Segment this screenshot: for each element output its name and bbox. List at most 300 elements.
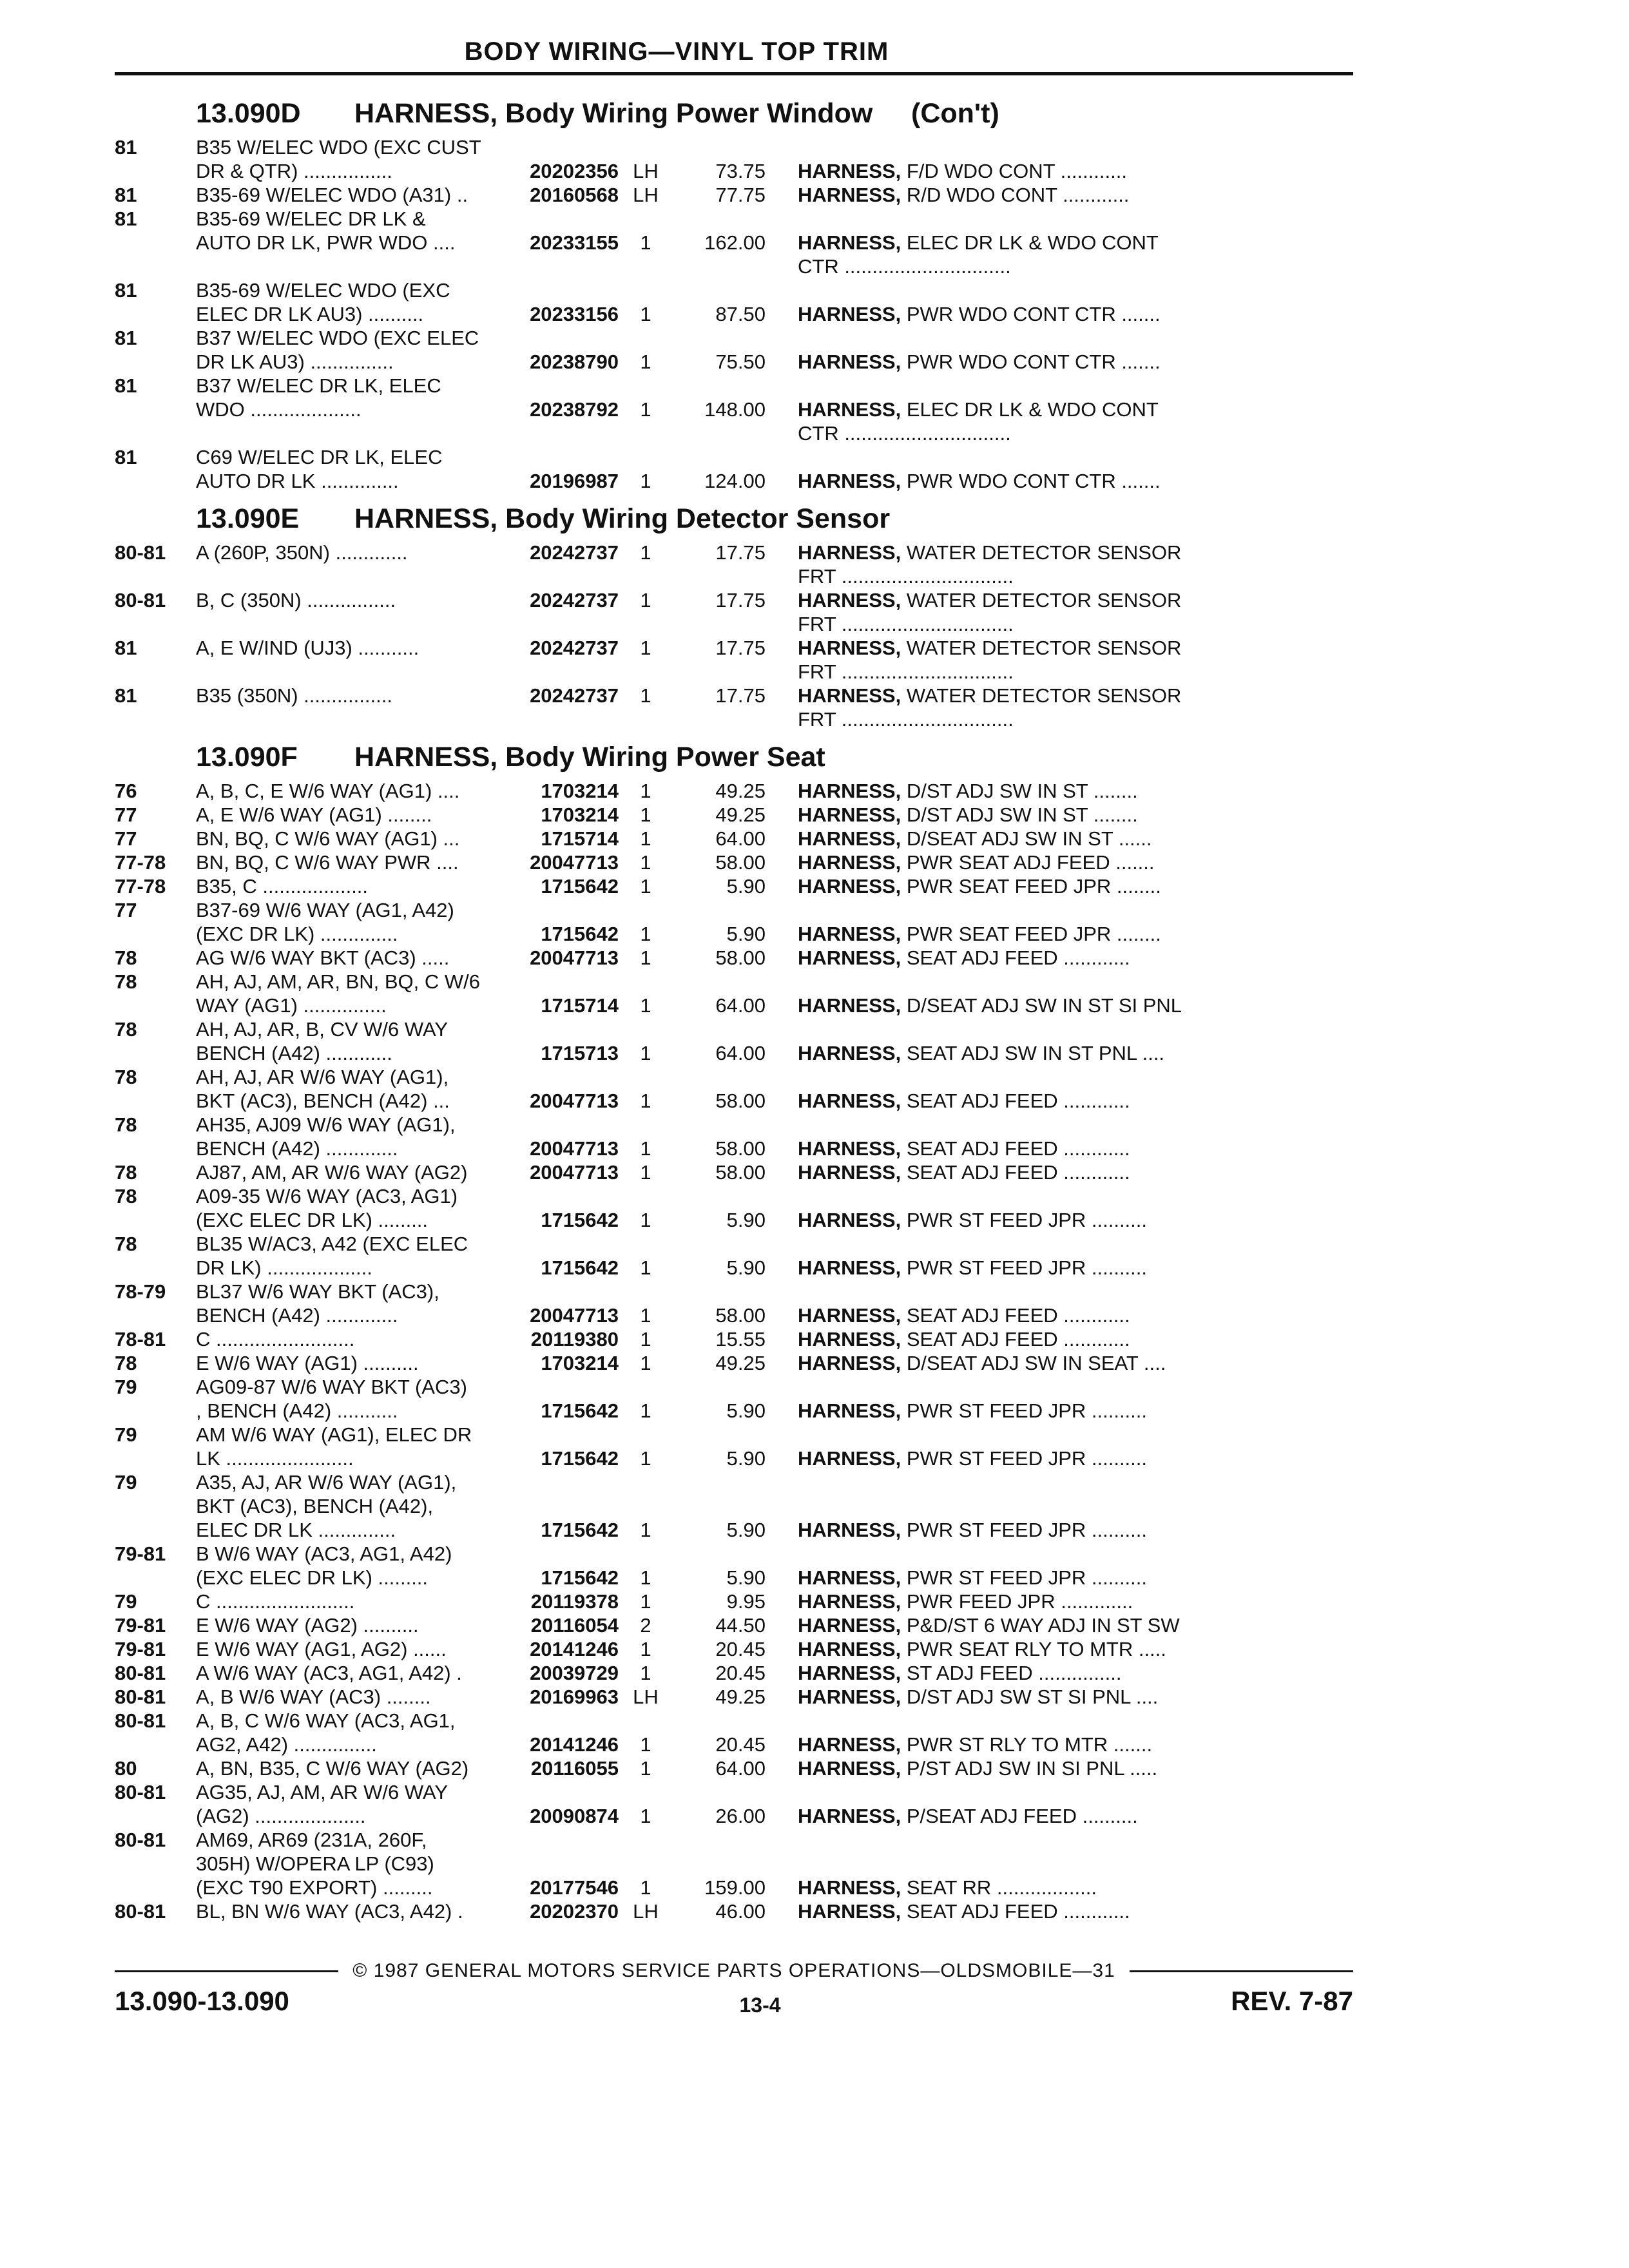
price: 75.50 (715, 351, 766, 373)
parts-row (115, 1327, 1358, 1351)
part-number: 20177546 (530, 1876, 619, 1899)
part-name (766, 1756, 1358, 1780)
part-name (766, 1256, 1358, 1280)
part-number: 1715642 (541, 1256, 619, 1279)
model-years: 78 (115, 1161, 137, 1184)
model-years: 78 (115, 1185, 137, 1207)
parts-row (115, 1613, 1358, 1637)
part-number: 20160568 (530, 184, 619, 206)
parts-row (115, 326, 1358, 374)
model-years: 81 (115, 279, 137, 302)
part-name (766, 183, 1358, 207)
section-title: HARNESS, Body Wiring Power Seat (354, 741, 825, 773)
part-name-detail: D/ST ADJ SW ST SI PNL .... (901, 1686, 1159, 1708)
part-name (766, 1876, 1358, 1899)
price: 20.45 (715, 1662, 766, 1684)
usage-description: AG35, AJ, AM, AR W/6 WAY (AG2) .................... (196, 1781, 448, 1827)
model-years: 80-81 (115, 589, 166, 611)
part-name-prefix: HARNESS, (798, 1161, 901, 1184)
part-name-prefix: HARNESS, (798, 1590, 901, 1613)
part-name (766, 994, 1358, 1017)
part-number: 20119378 (530, 1590, 619, 1613)
usage-description: AG W/6 WAY BKT (AC3) ..... (196, 947, 450, 969)
quantity: 1 (640, 1304, 651, 1327)
price: 5.90 (726, 1399, 766, 1422)
model-years: 79-81 (115, 1542, 166, 1565)
part-number: 20047713 (530, 1090, 619, 1112)
price: 5.90 (726, 1256, 766, 1279)
model-years: 80-81 (115, 1709, 166, 1732)
parts-row (115, 374, 1358, 445)
parts-row (115, 1590, 1358, 1613)
part-name-detail: PWR ST FEED JPR .......... (901, 1447, 1148, 1470)
quantity: 1 (640, 851, 651, 874)
price: 58.00 (715, 851, 766, 874)
part-name-prefix: HARNESS, (798, 851, 901, 874)
usage-description: A35, AJ, AR W/6 WAY (AG1), BKT (AC3), BENCH (A42), ELEC DR LK .............. (196, 1471, 457, 1541)
part-number: 20196987 (530, 470, 619, 492)
price: 49.25 (715, 1352, 766, 1374)
part-name-detail: R/D WDO CONT ............ (901, 184, 1130, 206)
parts-row (115, 1637, 1358, 1661)
part-number: 20141246 (530, 1638, 619, 1660)
model-years: 78 (115, 947, 137, 969)
section-number: 13.090D (196, 97, 301, 129)
parts-row (115, 1899, 1358, 1923)
part-name-prefix: HARNESS, (798, 947, 901, 969)
part-number: 1715642 (541, 1399, 619, 1422)
model-years: 81 (115, 637, 137, 659)
parts-row (115, 183, 1358, 207)
part-number: 1715642 (541, 923, 619, 945)
usage-description: A, BN, B35, C W/6 WAY (AG2) (196, 1757, 469, 1780)
part-name-detail: SEAT ADJ FEED ............ (901, 1328, 1130, 1350)
price: 17.75 (715, 637, 766, 659)
part-number: 20047713 (530, 851, 619, 874)
usage-description: AJ87, AM, AR W/6 WAY (AG2) (196, 1161, 468, 1184)
usage-description: BN, BQ, C W/6 WAY PWR .... (196, 851, 459, 874)
usage-description: B37 W/ELEC DR LK, ELEC WDO .................... (196, 374, 441, 421)
quantity: 1 (640, 1805, 651, 1827)
part-name (766, 827, 1358, 850)
section-title: HARNESS, Body Wiring Detector Sensor (354, 503, 891, 534)
part-name (766, 1661, 1358, 1685)
part-name (766, 1303, 1358, 1327)
model-years: 81 (115, 327, 137, 349)
part-name-prefix: HARNESS, (798, 1614, 901, 1637)
part-name-prefix: HARNESS, (798, 1733, 901, 1756)
part-name-prefix: HARNESS, (798, 1638, 901, 1660)
usage-description: C ......................... (196, 1590, 355, 1613)
model-years: 76 (115, 780, 137, 802)
part-name-prefix: HARNESS, (798, 1566, 901, 1589)
usage-description: BL37 W/6 WAY BKT (AC3), BENCH (A42) ............. (196, 1280, 439, 1327)
model-years: 78 (115, 1066, 137, 1088)
part-name (766, 398, 1358, 445)
quantity: LH (633, 1686, 659, 1708)
part-name-detail: PWR WDO CONT CTR ....... (901, 470, 1161, 492)
parts-row (115, 946, 1358, 970)
part-number: 1715642 (541, 1209, 619, 1231)
model-years: 78-79 (115, 1280, 166, 1303)
usage-description: A, B W/6 WAY (AC3) ........ (196, 1686, 431, 1708)
part-name-prefix: HARNESS, (798, 231, 901, 254)
part-name-prefix: HARNESS, (798, 827, 901, 850)
quantity: 1 (640, 923, 651, 945)
part-name-prefix: HARNESS, (798, 1519, 901, 1541)
footer-rule-right (1130, 1970, 1353, 1972)
part-name (766, 1637, 1358, 1661)
quantity: 1 (640, 1256, 651, 1279)
price: 73.75 (715, 160, 766, 182)
part-number: 1715642 (541, 1519, 619, 1541)
part-number: 1715642 (541, 875, 619, 898)
part-name-detail: SEAT ADJ SW IN ST PNL .... (901, 1042, 1165, 1064)
parts-row (115, 1280, 1358, 1327)
usage-description: AH35, AJ09 W/6 WAY (AG1), BENCH (A42) ............. (196, 1113, 456, 1160)
part-name-detail: PWR ST RLY TO MTR ....... (901, 1733, 1153, 1756)
usage-description: A W/6 WAY (AC3, AG1, A42) . (196, 1662, 462, 1684)
model-years: 80 (115, 1757, 137, 1780)
model-years: 77 (115, 827, 137, 850)
parts-row (115, 1780, 1358, 1828)
part-name-detail: PWR ST FEED JPR .......... (901, 1566, 1148, 1589)
part-name-detail: D/SEAT ADJ SW IN ST SI PNL (901, 994, 1182, 1017)
part-name (766, 946, 1358, 970)
part-name (766, 1613, 1358, 1637)
price: 17.75 (715, 589, 766, 611)
section-title: HARNESS, Body Wiring Power Window (Con't) (354, 97, 999, 129)
part-name-detail: SEAT ADJ FEED ............ (901, 1161, 1130, 1184)
part-name-detail: SEAT ADJ FEED ............ (901, 947, 1130, 969)
usage-description: A, B, C W/6 WAY (AC3, AG1, AG2, A42) ............... (196, 1709, 456, 1756)
part-name-prefix: HARNESS, (798, 351, 901, 373)
part-name-detail: D/SEAT ADJ SW IN SEAT .... (901, 1352, 1166, 1374)
price: 5.90 (726, 1519, 766, 1541)
part-name-detail: D/ST ADJ SW IN ST ........ (901, 780, 1138, 802)
section-range: 13.090-13.090 (115, 1986, 289, 2016)
quantity: 1 (640, 1042, 651, 1064)
usage-description: B35-69 W/ELEC WDO (A31) .. (196, 184, 468, 206)
quantity: 1 (640, 398, 651, 421)
price: 17.75 (715, 684, 766, 707)
parts-row (115, 541, 1358, 588)
part-number: 1703214 (541, 803, 619, 826)
price: 64.00 (715, 994, 766, 1017)
price: 148.00 (704, 398, 766, 421)
part-name-detail: PWR SEAT RLY TO MTR ..... (901, 1638, 1166, 1660)
part-number: 1703214 (541, 780, 619, 802)
part-name (766, 1089, 1358, 1113)
price: 5.90 (726, 1447, 766, 1470)
price: 77.75 (715, 184, 766, 206)
part-number: 20047713 (530, 1137, 619, 1160)
quantity: 1 (640, 231, 651, 254)
model-years: 77-78 (115, 851, 166, 874)
section-heading (115, 735, 1358, 779)
usage-description: A, B, C, E W/6 WAY (AG1) .... (196, 780, 460, 802)
quantity: 1 (640, 1662, 651, 1684)
part-name (766, 1446, 1358, 1470)
model-years: 77-78 (115, 875, 166, 898)
part-number: 20202370 (530, 1900, 619, 1923)
part-name (766, 1804, 1358, 1828)
part-name-detail: P/ST ADJ SW IN SI PNL ..... (901, 1757, 1158, 1780)
quantity: 1 (640, 1209, 651, 1231)
model-years: 81 (115, 374, 137, 397)
part-number: 20242737 (530, 684, 619, 707)
quantity: 1 (640, 1399, 651, 1422)
part-name (766, 1208, 1358, 1232)
usage-description: C69 W/ELEC DR LK, ELEC AUTO DR LK .............. (196, 446, 443, 492)
parts-row (115, 1375, 1358, 1423)
part-number: 1715714 (541, 994, 619, 1017)
part-name-prefix: HARNESS, (798, 184, 901, 206)
quantity: 1 (640, 1519, 651, 1541)
part-number: 20116055 (530, 1757, 619, 1780)
quantity: 1 (640, 1137, 651, 1160)
part-name-prefix: HARNESS, (798, 160, 901, 182)
usage-description: B, C (350N) ................ (196, 589, 396, 611)
part-name-detail: WATER DETECTOR SENSOR FRT ............................... (798, 541, 1182, 588)
part-name-detail: D/ST ADJ SW IN ST ........ (901, 803, 1138, 826)
quantity: 1 (640, 470, 651, 492)
part-name-detail: PWR ST FEED JPR .......... (901, 1209, 1148, 1231)
part-number: 1715642 (541, 1447, 619, 1470)
model-years: 79-81 (115, 1614, 166, 1637)
parts-row (115, 1756, 1358, 1780)
price: 64.00 (715, 1757, 766, 1780)
model-years: 81 (115, 684, 137, 707)
part-number: 20238792 (530, 398, 619, 421)
part-name-detail: WATER DETECTOR SENSOR FRT ............................... (798, 637, 1182, 683)
part-number: 20090874 (530, 1805, 619, 1827)
usage-description: AG09-87 W/6 WAY BKT (AC3) , BENCH (A42) ........... (196, 1376, 467, 1422)
price: 64.00 (715, 827, 766, 850)
part-name-prefix: HARNESS, (798, 1757, 901, 1780)
part-name-detail: ELEC DR LK & WDO CONT CTR .............................. (798, 231, 1159, 278)
price: 49.25 (715, 803, 766, 826)
price: 58.00 (715, 947, 766, 969)
part-name-prefix: HARNESS, (798, 1805, 901, 1827)
model-years: 78 (115, 1018, 137, 1041)
price: 5.90 (726, 1209, 766, 1231)
parts-row (115, 1065, 1358, 1113)
parts-row (115, 827, 1358, 850)
part-name (766, 1041, 1358, 1065)
copyright-notice: © 1987 GENERAL MOTORS SERVICE PARTS OPERATIONS—OLDSMOBILE—31 (352, 1960, 1115, 1981)
part-name (766, 469, 1358, 493)
model-years: 78 (115, 1113, 137, 1136)
parts-row (115, 850, 1358, 874)
part-name-detail: P/SEAT ADJ FEED .......... (901, 1805, 1138, 1827)
quantity: 1 (640, 1733, 651, 1756)
quantity: 1 (640, 1590, 651, 1613)
part-name-detail: PWR WDO CONT CTR ....... (901, 351, 1161, 373)
parts-row (115, 803, 1358, 827)
part-number: 20169963 (530, 1686, 619, 1708)
part-name (766, 874, 1358, 898)
quantity: 1 (640, 1352, 651, 1374)
model-years: 80-81 (115, 1686, 166, 1708)
part-number: 20242737 (530, 589, 619, 611)
part-name-prefix: HARNESS, (798, 1876, 901, 1899)
part-name-prefix: HARNESS, (798, 994, 901, 1017)
usage-description: AM69, AR69 (231A, 260F, 305H) W/OPERA LP (C93) (EXC T90 EXPORT) ......... (196, 1829, 434, 1899)
part-number: 20238790 (530, 351, 619, 373)
part-name (766, 350, 1358, 374)
part-name (766, 850, 1358, 874)
part-number: 20242737 (530, 637, 619, 659)
price: 26.00 (715, 1805, 766, 1827)
parts-row (115, 636, 1358, 684)
usage-description: B35-69 W/ELEC WDO (EXC ELEC DR LK AU3) .......... (196, 279, 450, 325)
part-name-detail: PWR ST FEED JPR .......... (901, 1399, 1148, 1422)
quantity: LH (633, 160, 659, 182)
part-name-detail: SEAT ADJ FEED ............ (901, 1090, 1130, 1112)
part-name (766, 1351, 1358, 1375)
part-name-prefix: HARNESS, (798, 1304, 901, 1327)
section-heading (115, 91, 1358, 135)
top-rule (115, 72, 1353, 75)
quantity: 1 (640, 803, 651, 826)
model-years: 80-81 (115, 1900, 166, 1923)
model-years: 79 (115, 1376, 137, 1398)
model-years: 79 (115, 1471, 137, 1494)
parts-row (115, 970, 1358, 1017)
price: 20.45 (715, 1638, 766, 1660)
part-name-prefix: HARNESS, (798, 1900, 901, 1923)
part-number: 1703214 (541, 1352, 619, 1374)
usage-description: B35 (350N) ................ (196, 684, 392, 707)
part-name-detail: WATER DETECTOR SENSOR FRT ............................... (798, 684, 1182, 731)
part-number: 1715714 (541, 827, 619, 850)
usage-description: E W/6 WAY (AG1) .......... (196, 1352, 419, 1374)
parts-row (115, 1232, 1358, 1280)
usage-description: BL, BN W/6 WAY (AC3, A42) . (196, 1900, 463, 1923)
quantity: 1 (640, 303, 651, 325)
part-name (766, 1590, 1358, 1613)
parts-row (115, 1160, 1358, 1184)
parts-row (115, 1470, 1358, 1542)
model-years: 79 (115, 1423, 137, 1446)
part-number: 20141246 (530, 1733, 619, 1756)
quantity: 2 (640, 1614, 651, 1637)
quantity: 1 (640, 1328, 651, 1350)
section-heading (115, 497, 1358, 541)
quantity: 1 (640, 589, 651, 611)
part-number: 20116054 (530, 1614, 619, 1637)
part-name (766, 1685, 1358, 1709)
quantity: 1 (640, 827, 651, 850)
usage-description: BL35 W/AC3, A42 (EXC ELEC DR LK) ................... (196, 1233, 468, 1279)
usage-description: A, E W/IND (UJ3) ........... (196, 637, 419, 659)
part-name (766, 588, 1358, 636)
usage-description: B W/6 WAY (AC3, AG1, A42) (EXC ELEC DR LK) ......... (196, 1542, 452, 1589)
parts-row (115, 1661, 1358, 1685)
parts-row (115, 445, 1358, 493)
usage-description: BN, BQ, C W/6 WAY (AG1) ... (196, 827, 460, 850)
parts-row (115, 1685, 1358, 1709)
part-number: 20119380 (530, 1328, 619, 1350)
model-years: 81 (115, 136, 137, 159)
part-number: 20242737 (530, 541, 619, 564)
part-name-detail: PWR FEED JPR ............. (901, 1590, 1133, 1613)
part-name-prefix: HARNESS, (798, 398, 901, 421)
quantity: 1 (640, 637, 651, 659)
part-name-detail: P&D/ST 6 WAY ADJ IN ST SW (901, 1614, 1180, 1637)
model-years: 77 (115, 899, 137, 921)
part-name-detail: PWR SEAT ADJ FEED ....... (901, 851, 1155, 874)
price: 49.25 (715, 780, 766, 802)
part-name-detail: WATER DETECTOR SENSOR FRT ............................... (798, 589, 1182, 635)
parts-row (115, 1351, 1358, 1375)
part-number: 20047713 (530, 1161, 619, 1184)
part-name (766, 1160, 1358, 1184)
part-name-prefix: HARNESS, (798, 1209, 901, 1231)
part-name-prefix: HARNESS, (798, 875, 901, 898)
usage-description: B37 W/ELEC WDO (EXC ELEC DR LK AU3) ............... (196, 327, 479, 373)
quantity: 1 (640, 684, 651, 707)
part-name-detail: PWR SEAT FEED JPR ........ (901, 923, 1161, 945)
part-name (766, 1566, 1358, 1590)
part-name-detail: ST ADJ FEED ............... (901, 1662, 1122, 1684)
usage-description: B37-69 W/6 WAY (AG1, A42) (EXC DR LK) .............. (196, 899, 454, 945)
price: 5.90 (726, 1566, 766, 1589)
quantity: 1 (640, 1876, 651, 1899)
part-name-detail: SEAT RR .................. (901, 1876, 1097, 1899)
footer-rule-left (115, 1970, 338, 1972)
price: 58.00 (715, 1304, 766, 1327)
parts-list (115, 88, 1358, 1923)
part-number: 20233156 (530, 303, 619, 325)
quantity: 1 (640, 1757, 651, 1780)
quantity: 1 (640, 1638, 651, 1660)
quantity: 1 (640, 1566, 651, 1589)
section-number: 13.090F (196, 741, 298, 773)
usage-description: B35 W/ELEC WDO (EXC CUST DR & QTR) ................ (196, 136, 481, 182)
usage-description: E W/6 WAY (AG2) .......... (196, 1614, 419, 1637)
part-name-detail: SEAT ADJ FEED ............ (901, 1137, 1130, 1160)
part-number: 20047713 (530, 947, 619, 969)
price: 5.90 (726, 923, 766, 945)
parts-row (115, 684, 1358, 731)
quantity: 1 (640, 351, 651, 373)
part-name-prefix: HARNESS, (798, 803, 901, 826)
part-name-detail: SEAT ADJ FEED ............ (901, 1900, 1130, 1923)
usage-description: AH, AJ, AR W/6 WAY (AG1), BKT (AC3), BENCH (A42) ... (196, 1066, 450, 1112)
model-years: 79 (115, 1590, 137, 1613)
price: 44.50 (715, 1614, 766, 1637)
part-name-detail: D/SEAT ADJ SW IN ST ...... (901, 827, 1152, 850)
part-number: 20039729 (530, 1662, 619, 1684)
price: 58.00 (715, 1161, 766, 1184)
price: 87.50 (715, 303, 766, 325)
part-name-prefix: HARNESS, (798, 303, 901, 325)
parts-row (115, 1423, 1358, 1470)
part-number: 20047713 (530, 1304, 619, 1327)
part-name-prefix: HARNESS, (798, 637, 901, 659)
part-name (766, 541, 1358, 588)
price: 58.00 (715, 1137, 766, 1160)
part-number: 20202356 (530, 160, 619, 182)
parts-row (115, 779, 1358, 803)
parts-row (115, 1709, 1358, 1756)
usage-description: AH, AJ, AM, AR, BN, BQ, C W/6 WAY (AG1) ............... (196, 970, 480, 1017)
usage-description: B35, C ................... (196, 875, 369, 898)
usage-description: C ......................... (196, 1328, 355, 1350)
parts-row (115, 898, 1358, 946)
